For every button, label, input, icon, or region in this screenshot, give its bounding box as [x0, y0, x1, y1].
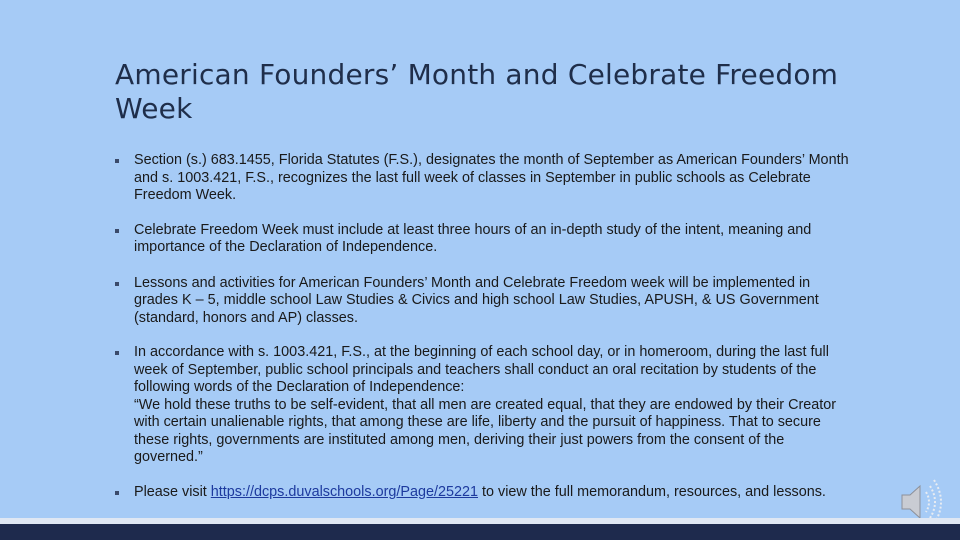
bullet-text: Lessons and activities for American Founders’ Month and Celebrate Freedom week will be implemented in grades K – 5, middle school Law Studies & Civics and high school Law Studies, APUSH, & US Government (standard, honors and AP) classes. [134, 274, 819, 326]
bullet-marker [115, 159, 119, 163]
bullet-item [115, 152, 850, 205]
bullet-list [115, 152, 850, 501]
visit-suffix: to view the full memorandum, resources, and lessons. [478, 483, 826, 500]
bullet-item [115, 344, 850, 467]
bullet-item [115, 484, 850, 502]
bullet-marker [115, 282, 119, 286]
memorandum-link[interactable]: https://dcps.duvalschools.org/Page/25221 [210, 483, 478, 500]
bullet-marker [115, 351, 119, 355]
bullet-item [115, 275, 850, 328]
bullet-marker [115, 229, 119, 233]
bullet-marker [115, 491, 119, 495]
bullet-text: Section (s.) 683.1455, Florida Statutes (F.S.), designates the month of September as American Founders’ Month and s. 1003.421, F.S., recognizes the last full week of classes in September in public schools as Celebrate Freedom Week. [134, 152, 849, 203]
visit-prefix: Please visit [134, 483, 211, 500]
bullet-text: Celebrate Freedom Week must include at least three hours of an in-depth study of the intent, meaning and importance of the Declaration of Independence. [134, 221, 812, 255]
bullet-item [115, 222, 850, 257]
slide-title: American Founders’ Month and Celebrate Freedom Week [115, 58, 839, 125]
declaration-quote: “We hold these truths to be self-evident, that all men are created equal, that they are endowed by their Creator with certain unalienable rights, that among these are life, liberty and the pursuit of happiness. That to secure these rights, governments are instituted among men, deriving their just powers from the consent of the governed.” [134, 396, 837, 465]
footer-bar [0, 524, 960, 540]
bullet-text: In accordance with s. 1003.421, F.S., at the beginning of each school day, or in homeroom, during the last full week of September, public school principals and teachers shall conduct an oral recitation by students of the following words of the Declaration of Independence: [134, 344, 829, 395]
